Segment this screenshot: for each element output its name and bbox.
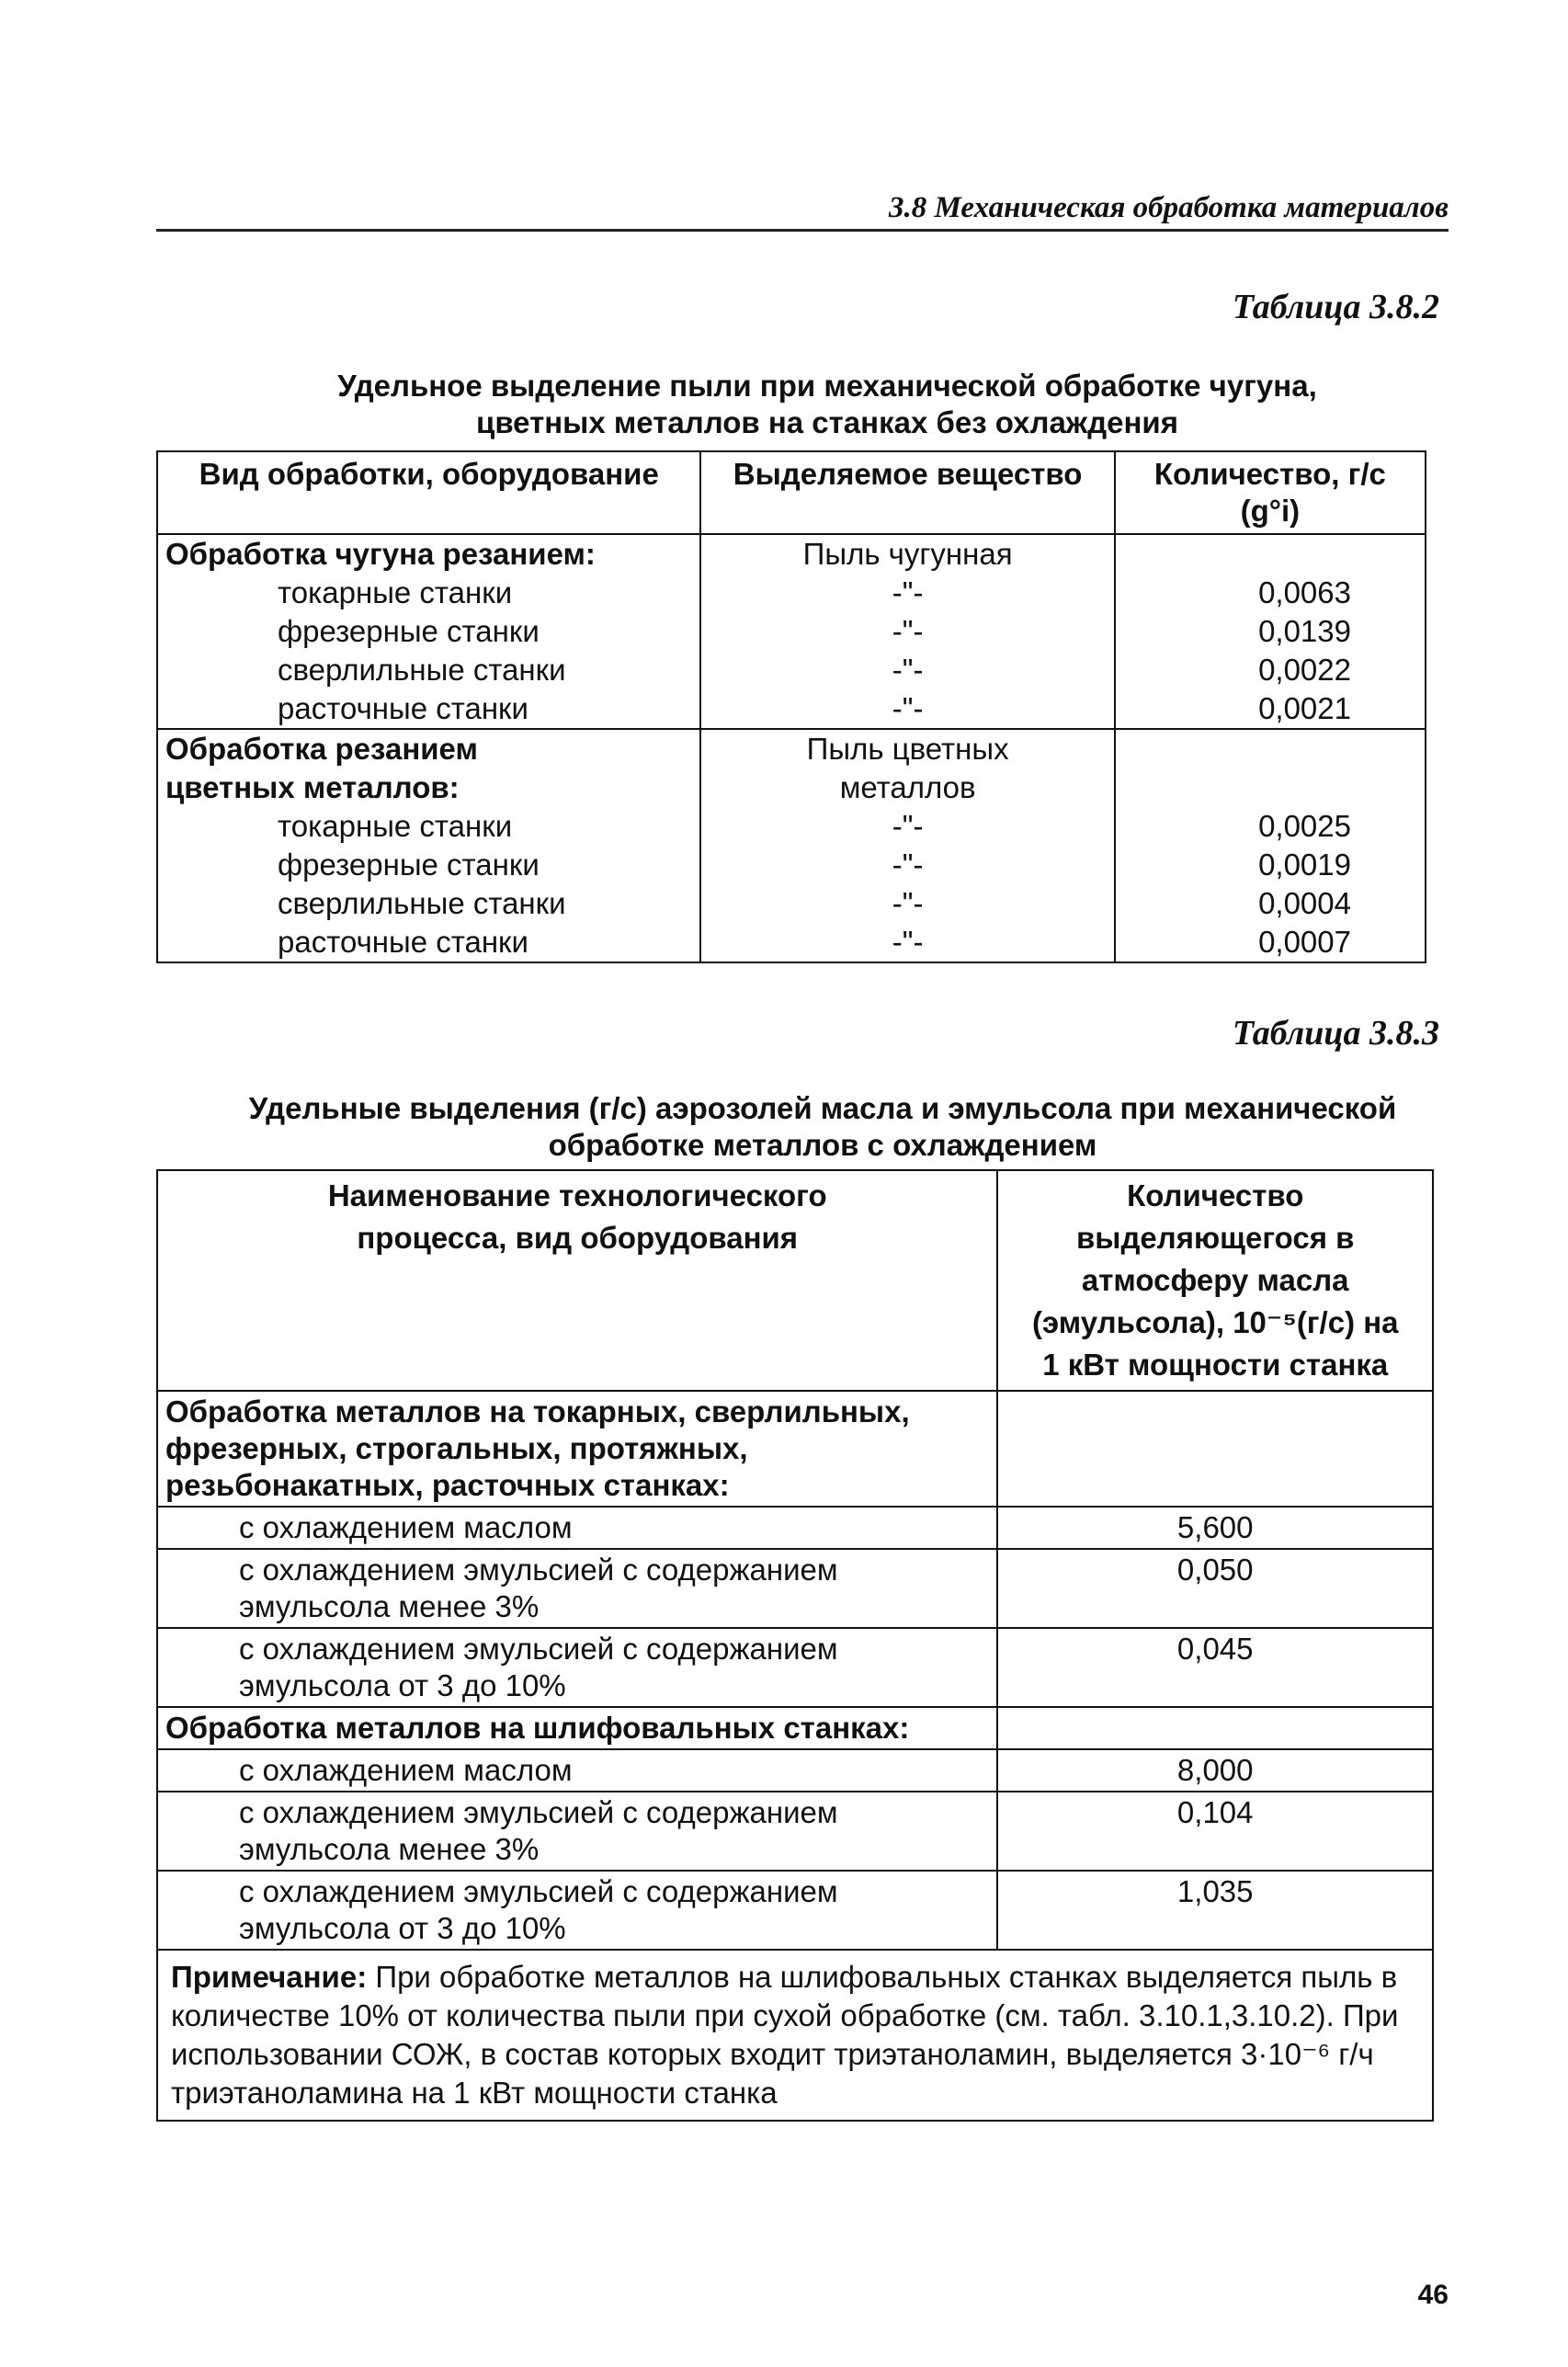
table-3-8-2-label: Таблица 3.8.2	[1232, 288, 1439, 326]
group-cell	[157, 729, 700, 962]
title-line: Удельные выделения (г/с) аэрозолей масла и эмульсола при механической	[248, 1091, 1397, 1125]
note-label: Примечание:	[171, 1960, 368, 1994]
group-heading: Обработка металлов на токарных, сверлильных, фрезерных, строгальных, протяжных, резьбонакатных, расточных станках:	[157, 1391, 997, 1507]
group-cell	[157, 534, 700, 729]
ditto-mark: -"-	[892, 691, 924, 725]
table-3-8-3-title	[165, 1090, 1480, 1164]
amount: 0,0139	[1258, 614, 1351, 648]
table-row	[157, 1707, 1433, 1749]
table-row	[157, 729, 1426, 962]
process: с охлаждением эмульсией с содержанием эмульсола от 3 до 10%	[157, 1871, 997, 1950]
column-header	[157, 1170, 997, 1391]
column-header: Выделяемое вещество	[700, 451, 1114, 534]
amount: 0,0004	[1258, 886, 1351, 920]
empty-line	[1116, 730, 1425, 768]
column-header: Вид обработки, оборудование	[157, 451, 700, 534]
amount: 0,0019	[1258, 848, 1351, 882]
table-row	[157, 1391, 1433, 1507]
amount: 0,0063	[1258, 575, 1351, 609]
amount: 0,0021	[1258, 691, 1351, 725]
table-header-row	[157, 451, 1426, 534]
amount: 1,035	[997, 1871, 1433, 1950]
empty-cell	[997, 1391, 1433, 1507]
table-row	[157, 1628, 1433, 1707]
equipment: расточные станки	[278, 925, 528, 959]
table-row	[157, 534, 1426, 729]
ditto-mark: -"-	[892, 653, 924, 687]
running-header: 3.8 Механическая обработка материалов	[156, 191, 1449, 232]
process: с охлаждением маслом	[157, 1749, 997, 1792]
equipment: фрезерные станки	[278, 848, 540, 882]
amount: 0,050	[997, 1549, 1433, 1628]
column-header: Количество, г/с (g°i)	[1115, 451, 1426, 534]
process: с охлаждением эмульсией с содержанием эмульсола менее 3%	[157, 1549, 997, 1628]
equipment: токарные станки	[278, 809, 513, 843]
amount: 0,0025	[1258, 809, 1351, 843]
note-text: При обработке металлов на шлифовальных станках выделяется пыль в количестве 10% от количества пыли при сухой обработке (см. табл. 3.10.1,3.10.2). При использовании СОЖ, в состав которых входит триэтаноламин, выделяется 3·10⁻⁶ г/ч триэтаноламина на 1 кВт мощности станка	[171, 1960, 1399, 2110]
column-header-text: Наименование технологического процесса, вид оборудования	[327, 1178, 827, 1255]
group-heading: Обработка металлов на шлифовальных станках:	[157, 1707, 997, 1749]
page-number: 46	[1417, 2280, 1449, 2310]
table-3-8-3-label: Таблица 3.8.3	[1232, 1014, 1439, 1053]
table-3-8-2	[156, 450, 1426, 963]
amount: 0,0022	[1258, 653, 1351, 687]
column-header	[997, 1170, 1433, 1391]
amount: 5,600	[997, 1507, 1433, 1549]
table-row	[157, 1507, 1433, 1549]
ditto-mark: -"-	[892, 848, 924, 882]
table-row	[157, 1792, 1433, 1871]
note-row	[157, 1950, 1433, 2121]
table-row	[157, 1749, 1433, 1792]
ditto-mark: -"-	[892, 886, 924, 920]
substance-cell	[700, 729, 1114, 962]
amount: 8,000	[997, 1749, 1433, 1792]
table-row	[157, 1871, 1433, 1950]
equipment: фрезерные станки	[278, 614, 540, 648]
table-3-8-3	[156, 1169, 1434, 2122]
title-line: цветных металлов на станках без охлаждения	[476, 405, 1178, 439]
amount: 0,0007	[1258, 925, 1351, 959]
group-substance: Пыль цветных металлов	[806, 732, 1009, 804]
ditto-mark: -"-	[892, 925, 924, 959]
process: с охлаждением эмульсией с содержанием эмульсола от 3 до 10%	[157, 1628, 997, 1707]
value-cell	[1115, 729, 1426, 962]
substance-cell	[700, 534, 1114, 729]
table-3-8-2-title	[221, 368, 1434, 441]
group-heading: Обработка резанием цветных металлов:	[165, 732, 478, 804]
process: с охлаждением маслом	[157, 1507, 997, 1549]
ditto-mark: -"-	[892, 575, 924, 609]
process: с охлаждением эмульсией с содержанием эмульсола менее 3%	[157, 1792, 997, 1871]
note-cell	[157, 1950, 1433, 2121]
amount: 0,104	[997, 1792, 1433, 1871]
value-cell	[1115, 534, 1426, 729]
title-line: обработке металлов с охлаждением	[548, 1128, 1097, 1162]
equipment: расточные станки	[278, 691, 528, 725]
amount: 0,045	[997, 1628, 1433, 1707]
equipment: сверлильные станки	[278, 653, 566, 687]
group-heading: Обработка чугуна резанием:	[165, 537, 596, 571]
column-header-text: Количество выделяющегося в атмосферу масла (эмульсола), 10⁻⁵(г/с) на 1 кВт мощности станка	[1031, 1178, 1399, 1382]
title-line: Удельное выделение пыли при механической обработке чугуна,	[337, 369, 1317, 403]
equipment: сверлильные станки	[278, 886, 566, 920]
table-row	[157, 1549, 1433, 1628]
equipment: токарные станки	[278, 575, 513, 609]
empty-cell	[997, 1707, 1433, 1749]
empty-line	[1116, 535, 1425, 574]
empty-line	[1116, 768, 1425, 807]
table-header-row	[157, 1170, 1433, 1391]
ditto-mark: -"-	[892, 809, 924, 843]
group-substance: Пыль чугунная	[802, 537, 1013, 571]
ditto-mark: -"-	[892, 614, 924, 648]
